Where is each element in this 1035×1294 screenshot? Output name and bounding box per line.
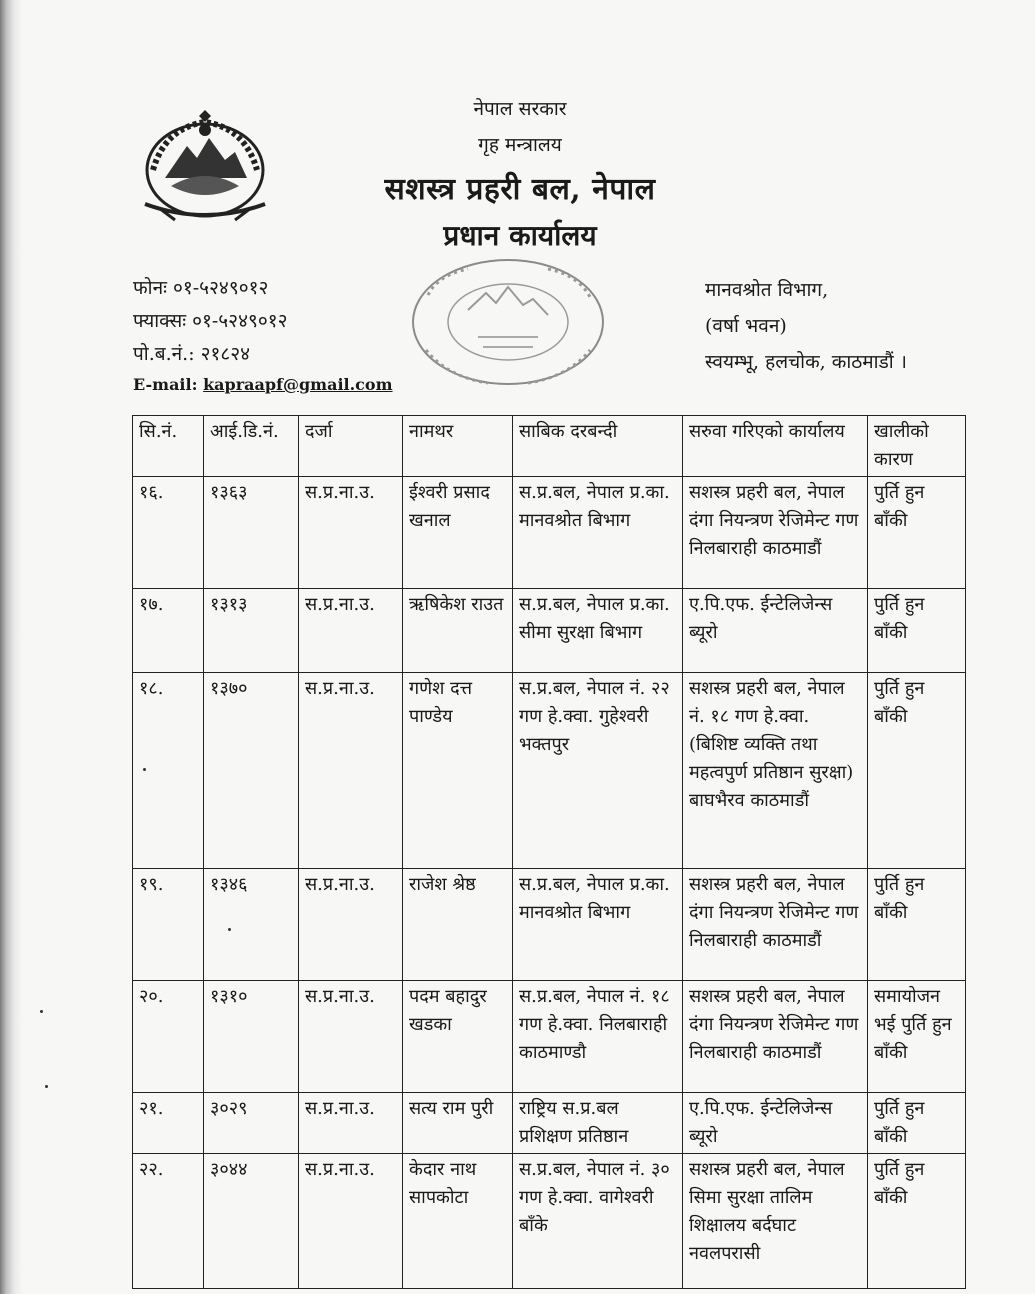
- cell-previous-post: स.प्र.बल, नेपाल नं. ३० गण हे.क्वा. वागेश्वरी बाँके: [513, 1154, 683, 1289]
- header-transferred-office: सरुवा गरिएको कार्यालय: [683, 416, 868, 477]
- cell-previous-post: स.प्र.बल, नेपाल प्र.का. मानवश्रोत बिभाग: [513, 869, 683, 981]
- phone-number: फोनः ०१-५२४९०१२: [133, 277, 269, 299]
- cell-transferred-office: ए.पि.एफ. ईन्टेलिजेन्स ब्यूरो: [683, 589, 868, 673]
- cell-vacancy-reason: पुर्ति हुन बाँकी: [868, 589, 966, 673]
- cell-sn: २१.: [133, 1093, 204, 1154]
- header-previous-post: साबिक दरबन्दी: [513, 416, 683, 477]
- email-label: E-mail:: [133, 375, 198, 394]
- cell-sn: १७.: [133, 589, 204, 673]
- cell-id: १३४६: [204, 869, 299, 981]
- government-name: नेपाल सरकार: [473, 98, 567, 120]
- cell-vacancy-reason: पुर्ति हुन बाँकी: [868, 477, 966, 589]
- table-row: [133, 1093, 966, 1154]
- scan-edge-shadow: [0, 0, 22, 1294]
- cell-vacancy-reason: पुर्ति हुन बाँकी: [868, 1154, 966, 1289]
- cell-id: ३०४४: [204, 1154, 299, 1289]
- header-vacancy-reason: खालीको कारण: [868, 416, 966, 477]
- cell-previous-post: स.प्र.बल, नेपाल प्र.का. सीमा सुरक्षा बिभाग: [513, 589, 683, 673]
- email-line: [133, 371, 393, 399]
- cell-previous-post: स.प्र.बल, नेपाल प्र.का. मानवश्रोत बिभाग: [513, 477, 683, 589]
- header-sn: सि.नं.: [133, 416, 204, 477]
- cell-transferred-office: सशस्त्र प्रहरी बल, नेपाल नं. १८ गण हे.क्वा. (बिशिष्ट व्यक्ति तथा महत्वपुर्ण प्रतिष्ठान सुरक्षा) बाघभैरव काठमाडौं: [683, 673, 868, 869]
- cell-id: १३६३: [204, 477, 299, 589]
- cell-vacancy-reason: पुर्ति हुन बाँकी: [868, 1093, 966, 1154]
- cell-transferred-office: सशस्त्र प्रहरी बल, नेपाल दंगा नियन्त्रण रेजिमेन्ट गण निलबाराही काठमाडौं: [683, 869, 868, 981]
- department-building: (वर्षा भवन): [705, 315, 787, 337]
- department-location: स्वयम्भू, हलचोक, काठमाडौं ।: [705, 351, 907, 373]
- table-row: [133, 477, 966, 589]
- cell-transferred-office: ए.पि.एफ. ईन्टेलिजेन्स ब्यूरो: [683, 1093, 868, 1154]
- table-row: [133, 589, 966, 673]
- cell-previous-post: स.प्र.बल, नेपाल नं. २२ गण हे.क्वा. गुहेश्वरी भक्तपुर: [513, 673, 683, 869]
- office-name: प्रधान कार्यालय: [443, 219, 597, 252]
- cell-previous-post: राष्ट्रिय स.प्र.बल प्रशिक्षण प्रतिष्ठान: [513, 1093, 683, 1154]
- cell-name: राजेश श्रेष्ठ: [403, 869, 513, 981]
- cell-rank: स.प्र.ना.उ.: [299, 981, 403, 1093]
- department-name: मानवश्रोत विभाग,: [705, 279, 829, 301]
- cell-sn: १६.: [133, 477, 204, 589]
- force-name: सशस्त्र प्रहरी बल, नेपाल: [384, 172, 656, 207]
- cell-rank: स.प्र.ना.उ.: [299, 869, 403, 981]
- cell-rank: स.प्र.ना.उ.: [299, 673, 403, 869]
- cell-rank: स.प्र.ना.उ.: [299, 589, 403, 673]
- nepal-emblem-icon: [135, 108, 275, 228]
- cell-name: केदार नाथ सापकोटा: [403, 1154, 513, 1289]
- po-box: पो.ब.नं.: २१८२४: [133, 343, 251, 365]
- cell-vacancy-reason: पुर्ति हुन बाँकी: [868, 869, 966, 981]
- cell-name: ईश्वरी प्रसाद खनाल: [403, 477, 513, 589]
- transfer-table: [132, 415, 966, 1289]
- cell-id: १३७०: [204, 673, 299, 869]
- table-row: [133, 673, 966, 869]
- cell-vacancy-reason: समायोजन भई पुर्ति हुन बाँकी: [868, 981, 966, 1093]
- header-id: आई.डि.नं.: [204, 416, 299, 477]
- cell-id: १३१३: [204, 589, 299, 673]
- letterhead: [340, 95, 700, 254]
- table-header-row: [133, 416, 966, 477]
- cell-transferred-office: सशस्त्र प्रहरी बल, नेपाल सिमा सुरक्षा तालिम शिक्षालय बर्दघाट नवलपरासी: [683, 1154, 868, 1289]
- cell-transferred-office: सशस्त्र प्रहरी बल, नेपाल दंगा नियन्त्रण रेजिमेन्ट गण निलबाराही काठमाडौं: [683, 477, 868, 589]
- cell-name: ऋषिकेश राउत: [403, 589, 513, 673]
- cell-id: ३०२९: [204, 1093, 299, 1154]
- cell-sn: १८.: [133, 673, 204, 869]
- cell-vacancy-reason: पुर्ति हुन बाँकी: [868, 673, 966, 869]
- office-stamp-icon: [408, 255, 608, 390]
- table-row: [133, 869, 966, 981]
- cell-rank: स.प्र.ना.उ.: [299, 1093, 403, 1154]
- cell-name: गणेश दत्त पाण्डेय: [403, 673, 513, 869]
- scan-speck: [228, 928, 231, 931]
- cell-transferred-office: सशस्त्र प्रहरी बल, नेपाल दंगा नियन्त्रण रेजिमेन्ट गण निलबाराही काठमाडौं: [683, 981, 868, 1093]
- cell-rank: स.प्र.ना.उ.: [299, 477, 403, 589]
- table-row: [133, 1154, 966, 1289]
- table-row: [133, 981, 966, 1093]
- header-name: नामथर: [403, 416, 513, 477]
- cell-sn: २०.: [133, 981, 204, 1093]
- cell-sn: २२.: [133, 1154, 204, 1289]
- scan-speck: [45, 1085, 48, 1088]
- header-rank: दर्जा: [299, 416, 403, 477]
- email-link[interactable]: kapraapf@gmail.com: [203, 375, 393, 394]
- cell-previous-post: स.प्र.बल, नेपाल नं. १८ गण हे.क्वा. निलबाराही काठमाण्डौ: [513, 981, 683, 1093]
- cell-name: पदम बहादुर खडका: [403, 981, 513, 1093]
- scan-speck: [40, 1010, 43, 1013]
- cell-rank: स.प्र.ना.उ.: [299, 1154, 403, 1289]
- department-address: [705, 272, 907, 380]
- ministry-name: गृह मन्त्रालय: [478, 134, 562, 156]
- fax-number: फ्याक्सः ०१-५२४९०१२: [133, 310, 288, 332]
- scan-speck: [143, 768, 146, 771]
- cell-id: १३१०: [204, 981, 299, 1093]
- cell-sn: १९.: [133, 869, 204, 981]
- cell-name: सत्य राम पुरी: [403, 1093, 513, 1154]
- contact-info: [133, 272, 393, 399]
